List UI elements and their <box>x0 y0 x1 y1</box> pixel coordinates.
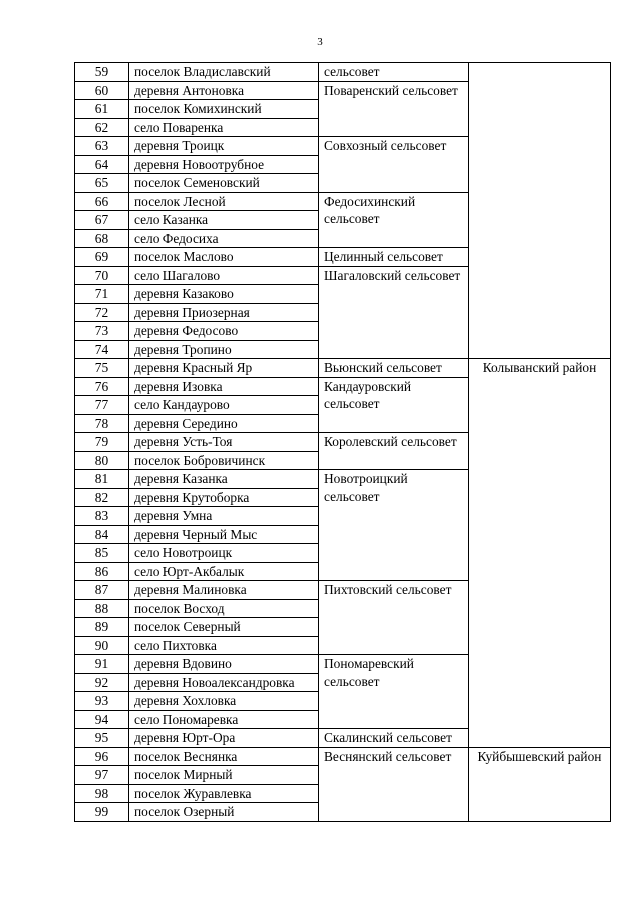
row-number: 79 <box>75 433 129 452</box>
settlement-name: поселок Бобровичинск <box>129 451 319 470</box>
settlement-name: деревня Вдовино <box>129 655 319 674</box>
row-number: 61 <box>75 100 129 119</box>
settlement-name: село Пихтовка <box>129 636 319 655</box>
council-name: Пономаревский сельсовет <box>319 655 469 729</box>
settlement-name: деревня Хохловка <box>129 692 319 711</box>
settlement-name: поселок Семеновский <box>129 174 319 193</box>
row-number: 96 <box>75 747 129 766</box>
row-number: 81 <box>75 470 129 489</box>
settlement-name: село Федосиха <box>129 229 319 248</box>
row-number: 76 <box>75 377 129 396</box>
council-name: Королевский сельсовет <box>319 433 469 470</box>
settlements-table <box>74 62 611 822</box>
table-row <box>75 359 611 378</box>
settlement-name: поселок Восход <box>129 599 319 618</box>
settlement-name: деревня Умна <box>129 507 319 526</box>
settlements-table-body <box>75 63 611 822</box>
settlement-name: село Юрт-Акбалык <box>129 562 319 581</box>
row-number: 93 <box>75 692 129 711</box>
settlement-name: село Поваренка <box>129 118 319 137</box>
row-number: 88 <box>75 599 129 618</box>
row-number: 97 <box>75 766 129 785</box>
row-number: 94 <box>75 710 129 729</box>
row-number: 77 <box>75 396 129 415</box>
row-number: 82 <box>75 488 129 507</box>
settlement-name: деревня Антоновка <box>129 81 319 100</box>
row-number: 92 <box>75 673 129 692</box>
row-number: 72 <box>75 303 129 322</box>
row-number: 62 <box>75 118 129 137</box>
district-name <box>469 63 611 359</box>
row-number: 83 <box>75 507 129 526</box>
settlement-name: деревня Малиновка <box>129 581 319 600</box>
settlement-name: поселок Лесной <box>129 192 319 211</box>
settlement-name: деревня Середино <box>129 414 319 433</box>
row-number: 70 <box>75 266 129 285</box>
row-number: 74 <box>75 340 129 359</box>
row-number: 91 <box>75 655 129 674</box>
row-number: 85 <box>75 544 129 563</box>
settlement-name: село Кандаурово <box>129 396 319 415</box>
council-name: Шагаловский сельсовет <box>319 266 469 359</box>
council-name: Целинный сельсовет <box>319 248 469 267</box>
council-name: Кандауровский сельсовет <box>319 377 469 433</box>
row-number: 86 <box>75 562 129 581</box>
settlement-name: деревня Троицк <box>129 137 319 156</box>
row-number: 59 <box>75 63 129 82</box>
row-number: 69 <box>75 248 129 267</box>
row-number: 95 <box>75 729 129 748</box>
row-number: 99 <box>75 803 129 822</box>
page-number: 3 <box>317 36 323 48</box>
council-name: Вьюнский сельсовет <box>319 359 469 378</box>
settlement-name: деревня Казаково <box>129 285 319 304</box>
settlement-name: деревня Тропино <box>129 340 319 359</box>
row-number: 84 <box>75 525 129 544</box>
district-name: Колыванский район <box>469 359 611 748</box>
settlement-name: поселок Озерный <box>129 803 319 822</box>
row-number: 98 <box>75 784 129 803</box>
row-number: 75 <box>75 359 129 378</box>
settlement-name: деревня Федосово <box>129 322 319 341</box>
settlement-name: деревня Казанка <box>129 470 319 489</box>
settlement-name: село Пономаревка <box>129 710 319 729</box>
row-number: 71 <box>75 285 129 304</box>
settlement-name: село Шагалово <box>129 266 319 285</box>
settlement-name: деревня Новоалександровка <box>129 673 319 692</box>
settlement-name: деревня Новоотрубное <box>129 155 319 174</box>
row-number: 66 <box>75 192 129 211</box>
council-name: Совхозный сельсовет <box>319 137 469 193</box>
row-number: 73 <box>75 322 129 341</box>
row-number: 90 <box>75 636 129 655</box>
row-number: 65 <box>75 174 129 193</box>
council-name: Поваренский сельсовет <box>319 81 469 137</box>
settlement-name: поселок Северный <box>129 618 319 637</box>
table-row <box>75 747 611 766</box>
settlement-name: село Новотроицк <box>129 544 319 563</box>
council-name: сельсовет <box>319 63 469 82</box>
council-name: Веснянский сельсовет <box>319 747 469 821</box>
settlement-name: село Казанка <box>129 211 319 230</box>
council-name: Федосихинский сельсовет <box>319 192 469 248</box>
council-name: Пихтовский сельсовет <box>319 581 469 655</box>
settlement-name: поселок Веснянка <box>129 747 319 766</box>
row-number: 60 <box>75 81 129 100</box>
settlement-name: поселок Комихинский <box>129 100 319 119</box>
settlement-name: деревня Черный Мыс <box>129 525 319 544</box>
settlement-name: деревня Изовка <box>129 377 319 396</box>
table-row <box>75 63 611 82</box>
row-number: 67 <box>75 211 129 230</box>
row-number: 89 <box>75 618 129 637</box>
settlement-name: поселок Маслово <box>129 248 319 267</box>
settlement-name: поселок Журавлевка <box>129 784 319 803</box>
settlement-name: деревня Приозерная <box>129 303 319 322</box>
row-number: 78 <box>75 414 129 433</box>
row-number: 87 <box>75 581 129 600</box>
council-name: Новотроицкий сельсовет <box>319 470 469 581</box>
district-name: Куйбышевский район <box>469 747 611 821</box>
row-number: 80 <box>75 451 129 470</box>
settlement-name: деревня Усть-Тоя <box>129 433 319 452</box>
council-name: Скалинский сельсовет <box>319 729 469 748</box>
settlement-name: поселок Владиславский <box>129 63 319 82</box>
row-number: 64 <box>75 155 129 174</box>
row-number: 63 <box>75 137 129 156</box>
settlement-name: деревня Крутоборка <box>129 488 319 507</box>
row-number: 68 <box>75 229 129 248</box>
settlement-name: деревня Юрт-Ора <box>129 729 319 748</box>
settlement-name: поселок Мирный <box>129 766 319 785</box>
settlement-name: деревня Красный Яр <box>129 359 319 378</box>
